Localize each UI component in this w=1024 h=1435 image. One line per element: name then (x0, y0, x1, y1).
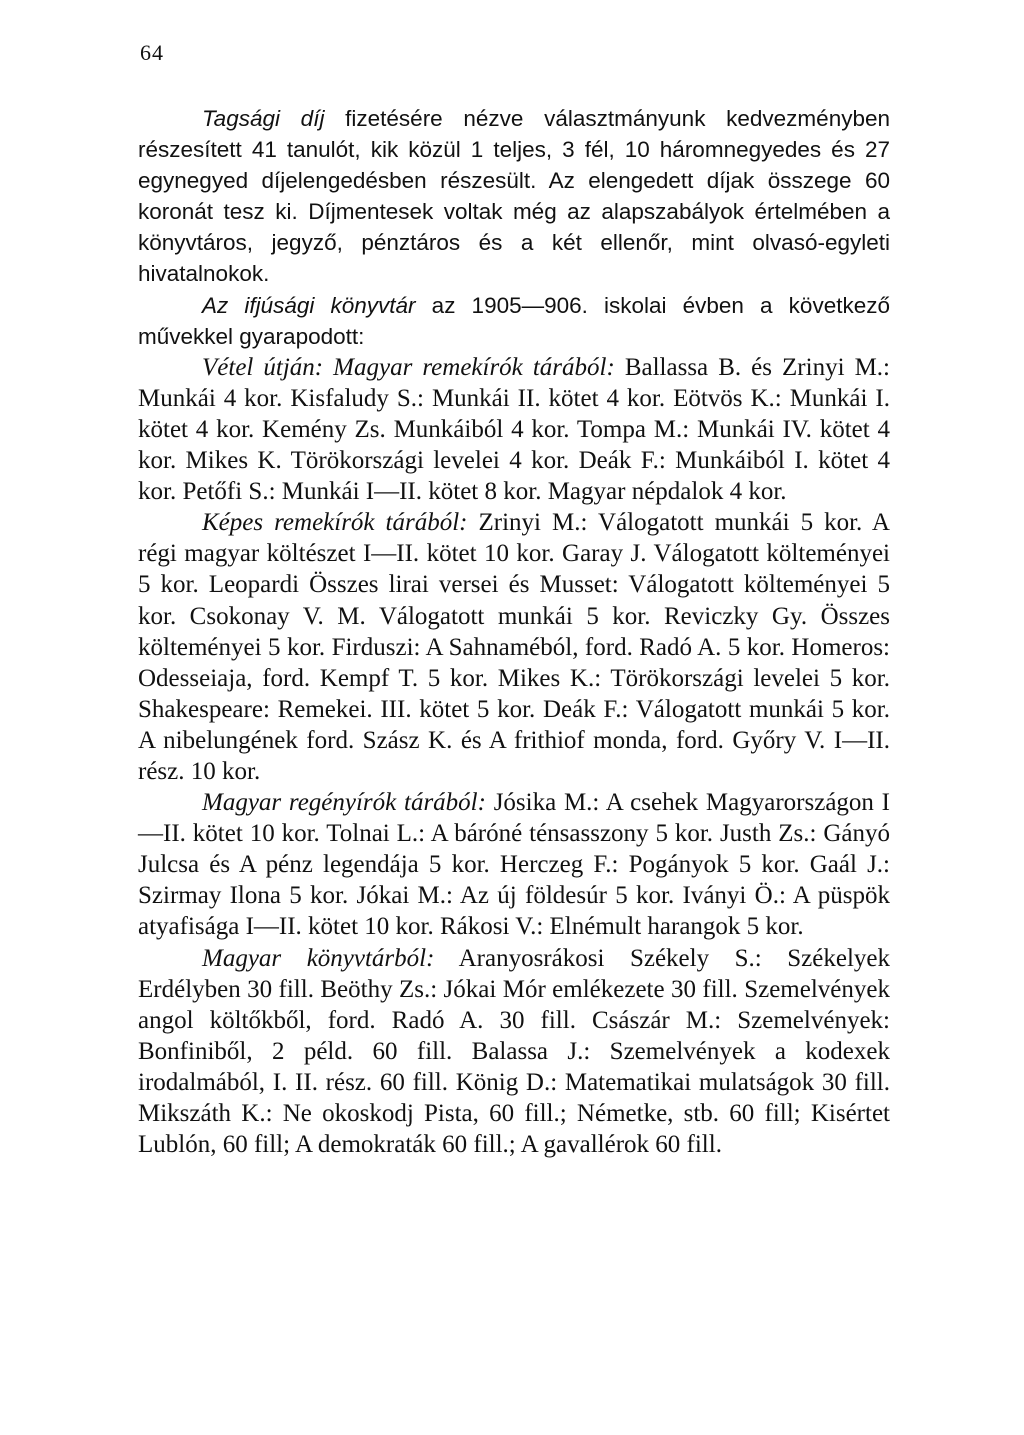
paragraph-text: Zrinyi M.: Válogatott munkái 5 kor. A régi magyar költészet I—II. kötet 10 kor. Garay J. Válogatott költeményei 5 kor. Leopardi Összes lirai versei és Musset: Válogatott költeményei 5 kor. Csokonay V. M. Válogatott munkái 5 kor. Reviczky Gy. Összes költeményei 5 kor. Firduszi: A Sahnaméból, ford. Radó A. 5 kor. Homeros: Odesseiaja, ford. Kempf T. 5 kor. Mikes K.: Törökországi levelei 5 kor. Shakespeare: Remekei. III. kötet 5 kor. Deák F.: Válogatott munkái 5 kor. A nibelungének ford. Szász K. és A frithiof monda, ford. Győry V. I—II. rész. 10 kor. (138, 509, 890, 785)
paragraph-lead: Az ifjúsági könyvtár (202, 292, 416, 318)
paragraph-text: az 1905—906. iskolai évben a következő művekkel gyarapodott: (138, 292, 890, 349)
paragraph-text: Jósika M.: A csehek Magyarországon I—II. kötet 10 kor. Tolnai L.: A báróné ténsasszony 5 kor. Justh Zs.: Gányó Julcsa és A pénz legendája 5 kor. Herczeg F.: Pogányok 5 kor. Gaál J.: Szirmay Ilona 5 kor. Jókai M.: Az új földesúr 5 kor. Iványi Ö.: A püspök atyafisága I—II. kötet 10 kor. Rákosi V.: Elnémult harangok 5 kor. (138, 789, 890, 941)
paragraph-classics-library (138, 352, 890, 507)
paragraph-text: fizetésére nézve választmányunk kedvezményben részesített 41 tanulót, kik közül 1 teljes, 3 fél, 10 háromnegyedes és 27 egynegyed díjelengedésben részesült. Az elengedett díjak összege 60 koronát tesz ki. Díjmentesek voltak még az alapszabályok értelmében a könyvtáros, jegyző, pénztáros és a két ellenőr, mint olvasó-egyleti hivatalnokok. (138, 106, 890, 287)
paragraph-lead: Képes remekírók tárából: (202, 509, 468, 537)
paragraph-lead: Magyar könyvtárból: (202, 944, 435, 972)
paragraph-lead: Vétel útján: Magyar remekírók tárából: (202, 353, 615, 381)
paragraph-youth-library (138, 290, 890, 352)
paragraph-hungarian-library (138, 943, 890, 1161)
paragraph-illustrated-classics (138, 507, 890, 787)
paragraph-lead: Magyar regényírók tárából: (202, 789, 486, 817)
body-text (138, 103, 890, 1160)
paragraph-novelists-library (138, 787, 890, 942)
paragraph-text: Aranyosrákosi Székely S.: Székelyek Erdélyben 30 fill. Beöthy Zs.: Jókai Mór emlékezete 30 fill. Szemelvények angol költőkből, ford. Radó A. 30 fill. Császár M.: Szemelvények: Bonfiniből, 2 péld. 60 fill. Balassa J.: Szemelvények a kodexek irodalmából, I. II. rész. 60 fill. König D.: Matematikai mulatságok 30 fill. Mikszáth K.: Ne okoskodj Pista, 60 fill.; Németke, stb. 60 fill; Kisértet Lublón, 60 fill; A demokraták 60 fill.; A gavallérok 60 fill. (138, 944, 890, 1159)
paragraph-membership-fee (138, 103, 890, 290)
paragraph-lead: Tagsági díj (202, 106, 325, 131)
paragraph-text: Ballassa B. és Zrinyi M.: Munkái 4 kor. Kisfaludy S.: Munkái II. kötet 4 kor. Eötvös K.: Munkái I. kötet 4 kor. Kemény Zs. Munkáiból 4 kor. Tompa M.: Munkái IV. kötet 4 kor. Mikes K. Törökországi levelei 4 kor. Deák F.: Munkáiból I. kötet 4 kor. Petőfi S.: Munkái I—II. kötet 8 kor. Magyar népdalok 4 kor. (138, 353, 890, 506)
page-number: 64 (140, 40, 164, 65)
